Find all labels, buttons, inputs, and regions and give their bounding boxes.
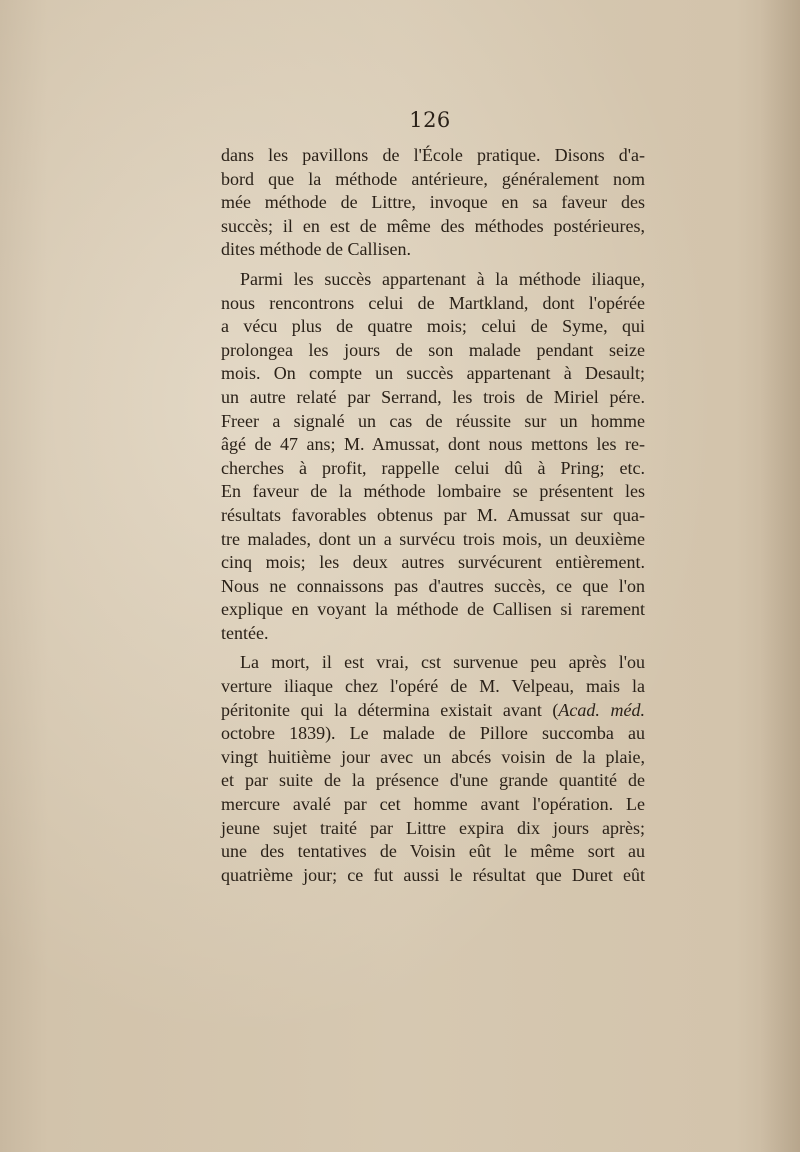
text-line: En faveur de la méthode lombaire se présentent les xyxy=(221,481,645,502)
text-line: a vécu plus de quatre mois; celui de Syme, qui xyxy=(221,316,645,337)
text-line: explique en voyant la méthode de Callisen si rarement xyxy=(221,599,645,620)
text-line: succès; il en est de même des méthodes postérieures, xyxy=(221,215,645,236)
text-line: mois. On compte un succès appartenant à Desault; xyxy=(221,363,645,384)
text-line: nous rencontrons celui de Martkland, dont l'opérée xyxy=(221,292,645,313)
text-line: Parmi les succès appartenant à la méthode iliaque, xyxy=(240,268,645,289)
text-line: un autre relaté par Serrand, les trois de Miriel pére. xyxy=(221,386,645,407)
paragraph-2 xyxy=(221,268,645,646)
text-line: tentée. xyxy=(221,622,269,643)
page-number: 126 xyxy=(409,108,451,132)
body-text xyxy=(221,144,645,893)
text-line: Freer a signalé un cas de réussite sur un homme xyxy=(221,410,645,431)
text-line: cherches à profit, rappelle celui dû à Pring; etc. xyxy=(221,457,645,478)
text-line: âgé de 47 ans; M. Amussat, dont nous mettons les re- xyxy=(221,434,645,455)
text-line: quatrième jour; ce fut aussi le résultat que Duret eût xyxy=(221,864,645,885)
text-line: bord que la méthode antérieure, généralement nom xyxy=(221,168,645,189)
text-line: mercure avalé par cet homme avant l'opération. Le xyxy=(221,794,645,815)
text-line: Nous ne connaissons pas d'autres succès, ce que l'on xyxy=(221,575,645,596)
text-line: résultats favorables obtenus par M. Amussat sur qua- xyxy=(221,504,645,525)
paragraph-3 xyxy=(221,651,645,887)
text-line: dites méthode de Callisen. xyxy=(221,239,411,260)
text-line: péritonite qui la détermina existait avant (Acad. méd. xyxy=(221,699,645,720)
text-line: dans les pavillons de l'École pratique. Disons d'a- xyxy=(221,145,645,165)
text-line: prolongea les jours de son malade pendant seize xyxy=(221,339,645,360)
text-line: tre malades, dont un a survécu trois mois, un deuxième xyxy=(221,528,645,549)
paragraph-1 xyxy=(221,144,645,262)
text-line: et par suite de la présence d'une grande quantité de xyxy=(221,770,645,791)
text-line: octobre 1839). Le malade de Pillore succomba au xyxy=(221,723,645,744)
text-line: une des tentatives de Voisin eût le même sort au xyxy=(221,841,645,862)
text-line: verture iliaque chez l'opéré de M. Velpeau, mais la xyxy=(221,676,645,697)
text-line: La mort, il est vrai, cst survenue peu après l'ou xyxy=(240,652,645,673)
text-line: vingt huitième jour avec un abcés voisin de la plaie, xyxy=(221,746,645,767)
text-line: cinq mois; les deux autres survécurent entièrement. xyxy=(221,552,645,573)
page-edge-shadow xyxy=(760,0,800,1152)
text-line: jeune sujet traité par Littre expira dix jours après; xyxy=(221,817,645,838)
text-line: mée méthode de Littre, invoque en sa faveur des xyxy=(221,192,645,213)
